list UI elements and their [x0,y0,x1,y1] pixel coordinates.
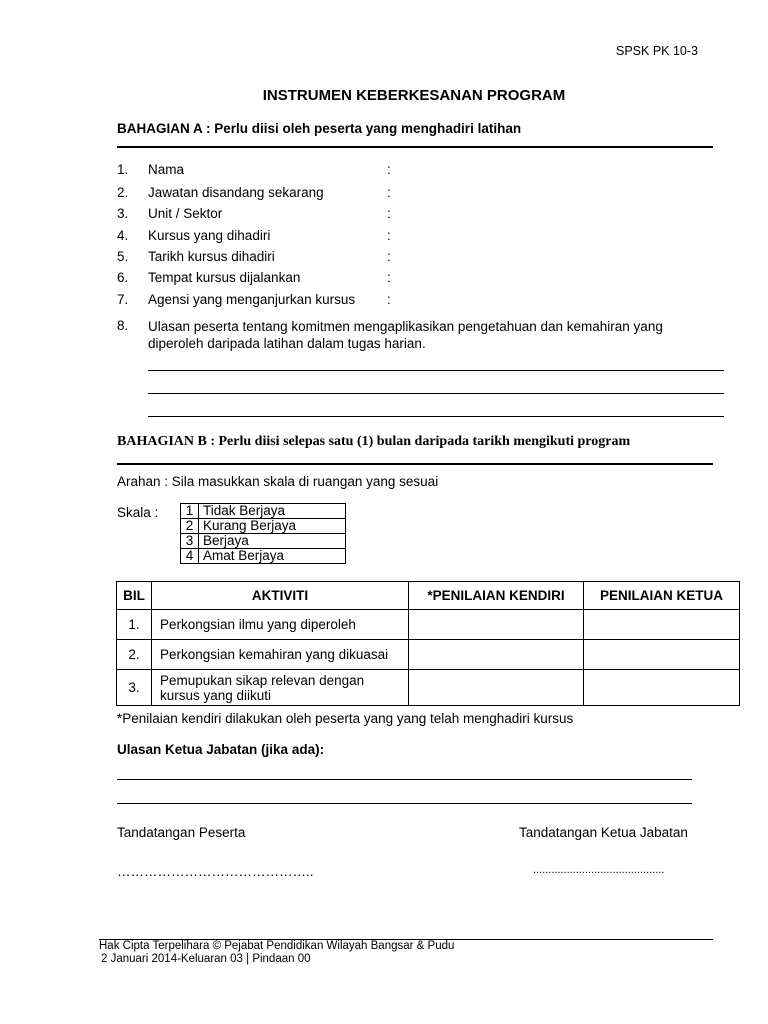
field-number: 4. [117,228,129,243]
field-row-kursus [117,228,537,248]
scale-number: 3 [181,534,199,549]
field-number: 1. [117,162,129,177]
signature-peserta-line[interactable]: …………………………………….. [117,864,314,879]
field-colon: : [387,162,391,177]
scale-label: Skala : [117,505,159,520]
section-b-heading: BAHAGIAN B : Perlu diisi selepas satu (1) bulan daripada tarikh mengikuti program [117,434,631,449]
signature-peserta-label: Tandatangan Peserta [117,825,246,840]
evaluation-table [116,581,740,706]
header-bil: BIL [117,582,152,610]
field-row-tempat [117,270,537,290]
field-label: Agensi yang menganjurkan kursus [148,292,356,307]
scale-number: 4 [181,549,199,564]
row-aktiviti: Perkongsian ilmu yang diperoleh [152,610,409,640]
header-penilaian-ketua: PENILAIAN KETUA [584,582,740,610]
row-aktiviti: Pemupukan sikap relevan dengan kursus yang diikuti [152,670,409,706]
row-bil: 1. [117,610,152,640]
field-number: 3. [117,206,129,221]
cell-penilaian-ketua[interactable] [584,610,740,640]
answer-line[interactable] [148,416,724,417]
scale-row [181,519,346,534]
field-row-jawatan [117,185,537,205]
field-label: Nama [148,162,185,177]
table-row [117,670,740,706]
field-number: 2. [117,185,129,200]
field-row-tarikh [117,249,537,269]
field-colon: : [387,249,391,264]
cell-penilaian-ketua[interactable] [584,670,740,706]
footnote: *Penilaian kendiri dilakukan oleh peserta yang yang telah menghadiri kursus [117,711,574,726]
field-label: Tarikh kursus dihadiri [148,249,275,264]
scale-text: Kurang Berjaya [199,519,346,534]
field-number: 6. [117,270,129,285]
scale-text: Berjaya [199,534,346,549]
scale-text: Amat Berjaya [199,549,346,564]
field-label: Unit / Sektor [148,206,223,221]
table-row [117,610,740,640]
document-code: SPSK PK 10-3 [616,44,698,58]
row-aktiviti: Perkongsian kemahiran yang dikuasai [152,640,409,670]
scale-table [180,503,346,564]
section-a-divider [117,146,713,148]
question-8-number: 8. [117,318,129,333]
scale-row [181,504,346,519]
table-row [117,640,740,670]
scale-row [181,549,346,564]
ulasan-line[interactable] [117,803,692,804]
field-colon: : [387,228,391,243]
signature-ketua-line[interactable]: ........................................... [533,864,665,876]
scale-number: 2 [181,519,199,534]
signature-ketua-label: Tandatangan Ketua Jabatan [519,825,688,840]
row-bil: 3. [117,670,152,706]
footer-copyright: Hak Cipta Terpelihara © Pejabat Pendidikan Wilayah Bangsar & Pudu [99,940,455,952]
section-b-divider [117,463,713,465]
cell-penilaian-kendiri[interactable] [409,640,584,670]
section-a-heading: BAHAGIAN A : Perlu diisi oleh peserta yang menghadiri latihan [117,121,522,136]
ulasan-heading: Ulasan Ketua Jabatan (jika ada): [117,742,325,757]
field-colon: : [387,206,391,221]
instruction-text: Arahan : Sila masukkan skala di ruangan yang sesuai [117,474,439,489]
field-label: Jawatan disandang sekarang [148,185,324,200]
header-penilaian-kendiri: *PENILAIAN KENDIRI [409,582,584,610]
field-row-unit [117,206,537,226]
field-label: Kursus yang dihadiri [148,228,271,243]
field-number: 5. [117,249,129,264]
field-colon: : [387,185,391,200]
scale-number: 1 [181,504,199,519]
answer-line[interactable] [148,393,724,394]
field-colon: : [387,270,391,285]
cell-penilaian-ketua[interactable] [584,640,740,670]
field-colon: : [387,292,391,307]
footer-version: 2 Januari 2014-Keluaran 03 | Pindaan 00 [101,953,311,965]
field-row-nama [117,162,537,182]
field-number: 7. [117,292,129,307]
table-header-row [117,582,740,610]
answer-line[interactable] [148,370,724,371]
header-aktiviti: AKTIVITI [152,582,409,610]
question-8-text: Ulasan peserta tentang komitmen mengaplikasikan pengetahuan dan kemahiran yang diperoleh daripada latihan dalam tugas harian. [148,319,663,351]
scale-text: Tidak Berjaya [199,504,346,519]
cell-penilaian-kendiri[interactable] [409,670,584,706]
field-label: Tempat kursus dijalankan [148,270,301,285]
field-row-agensi [117,292,537,312]
ulasan-line[interactable] [117,779,692,780]
row-bil: 2. [117,640,152,670]
page-title: INSTRUMEN KEBERKESANAN PROGRAM [262,87,566,104]
scale-row [181,534,346,549]
cell-penilaian-kendiri[interactable] [409,610,584,640]
